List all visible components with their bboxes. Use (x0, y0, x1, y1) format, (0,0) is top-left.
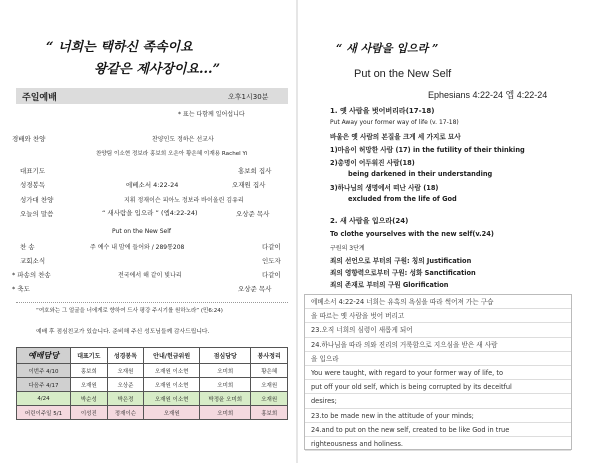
order-leader: 오재원 집사 (232, 181, 266, 189)
schedule-header: 점심담당 (200, 348, 251, 364)
table-cell: 오재원 (251, 378, 288, 392)
table-cell: 박정윤 오미희 (200, 392, 251, 406)
schedule-date: 다음주 4/17 (17, 378, 71, 392)
schedule-header: 성경봉독 (107, 348, 144, 364)
table-cell: 오미희 (200, 364, 251, 378)
schedule-header: 안내/헌금위원 (144, 348, 200, 364)
section-text: 바울은 옛 사람의 본질을 크게 세 가지로 묘사 (330, 133, 461, 141)
order-content: 지휘 정재이슨 피아노 정보라 바이올린 김유리 (124, 197, 244, 204)
order-leader: 오상준 목사 (238, 285, 272, 293)
table-cell: 오재원 이소현 (144, 364, 200, 378)
scripture-line: 을 따르는 옛 사람을 벗어 버리고 (305, 309, 571, 323)
schedule-header: 봉사정리 (251, 348, 288, 364)
sermon-title-en: Put on the New Self (354, 68, 452, 80)
sermon-title-kr: “ 새 사람을 입으라 ” (336, 42, 439, 55)
scripture-line: 24.and to put on the new self, created to be like God in true (305, 423, 571, 437)
table-cell: 박은정 (107, 392, 144, 406)
schedule-title: 예배담당 (17, 348, 71, 364)
scripture-line: 24.하나님을 따라 의와 진리의 거룩함으로 지으심을 받은 새 사람 (305, 338, 571, 352)
bulletin-right-page (302, 6, 594, 458)
section-heading: 2. 새 사람을 입으라(24) (330, 217, 409, 225)
order-content: 전국에서 해 같이 빛나리 (118, 272, 182, 279)
schedule-date: 4/24 (17, 392, 71, 406)
bulletin-left-page (6, 6, 292, 458)
table-cell: 정재이슨 (107, 406, 144, 420)
section-point: 죄의 선언으로 부터의 구원: 칭의 Justification (330, 257, 472, 265)
scripture-line: 을 입으라 (305, 352, 571, 366)
order-item: 교회소식 (20, 257, 46, 265)
table-cell: 오재원 이소현 (144, 378, 200, 392)
order-leader: 다같이 (262, 271, 281, 279)
order-item: 성가대 찬양 (20, 196, 54, 204)
section-text: Put Away your former way of life (v. 17-18) (330, 119, 459, 126)
order-item: 성경봉독 (20, 181, 46, 189)
table-cell: 오재원 (251, 392, 288, 406)
order-item: 오늘의 말씀 (20, 210, 54, 218)
section-text: 구원의 3단계 (330, 245, 365, 252)
scripture-box (304, 294, 572, 450)
order-item: 찬 송 (20, 243, 35, 251)
header-verse-line2: 왕같은 제사장이요...” (94, 62, 221, 77)
order-leader: 오상준 목사 (236, 210, 270, 218)
order-content: 찬양팀 이소현 정보라 홍보희 오은아 황은혜 이재용 Rachel Yi (96, 151, 248, 157)
table-cell: 오미희 (200, 378, 251, 392)
table-cell: 오재원 이소현 (144, 392, 200, 406)
order-item: * 파송의 찬송 (12, 271, 51, 279)
table-cell: 홍보희 (251, 406, 288, 420)
service-time: 오후1시30분 (228, 93, 269, 101)
section-point-detail: being darkened in their understanding (348, 170, 493, 178)
schedule-table (16, 347, 288, 420)
scripture-line: desires; (305, 394, 571, 408)
order-item: 대표기도 (20, 167, 46, 175)
table-row (17, 378, 288, 392)
sermon-title: “ 새사람을 입으라 ” (엡4:22-24) (102, 209, 198, 217)
scripture-line: 23.오직 너희의 심령이 새롭게 되어 (305, 323, 571, 337)
table-cell: 오미희 (200, 406, 251, 420)
service-title-bar (16, 88, 288, 104)
header-verse-line1: “ 너희는 택하신 족속이요 (46, 40, 193, 55)
section-point: 3)하나님의 생명에서 떠난 사람 (18) (330, 184, 439, 192)
order-leader: 홍보희 집사 (238, 167, 272, 175)
section-point: 2)총명이 어두워진 사람(18) (330, 159, 415, 167)
order-item: 경배와 찬양 (12, 135, 46, 143)
footnote: “여호와는 그 얼굴을 너에게로 향하여 드사 평강 주시기를 원하노라” (민6:24) (36, 308, 223, 314)
section-point: 1)마음이 허망한 사람 (17) in the futility of their thinking (330, 146, 525, 154)
divider (16, 302, 288, 303)
schedule-date: 이번주 4/10 (17, 364, 71, 378)
table-cell: 오재원 (71, 378, 108, 392)
order-item: * 축도 (12, 285, 30, 293)
sermon-title-en: Put on the New Self (112, 228, 171, 235)
table-cell: 황은혜 (251, 364, 288, 378)
order-content: 주 예수 내 맘에 들어와 / 289통208 (90, 244, 185, 251)
table-row (17, 406, 288, 420)
table-cell: 이성진 (71, 406, 108, 420)
section-text: To clothe yourselves with the new self(v.24) (330, 230, 494, 238)
schedule-header: 대표기도 (71, 348, 108, 364)
table-row (17, 392, 288, 406)
table-cell: 오재원 (144, 406, 200, 420)
table-cell: 오재원 (107, 364, 144, 378)
section-point-detail: excluded from the life of God (348, 195, 457, 203)
table-row (17, 364, 288, 378)
table-cell: 오상준 (107, 378, 144, 392)
section-point: 죄의 영향력으로부터 구원: 성화 Sanctification (330, 269, 476, 277)
announcement: 예배 후 점심친교가 있습니다. 준비해 주신 성도님들께 감사드립니다. (36, 329, 210, 335)
stand-note: * 표는 다함께 일어섭니다 (178, 111, 245, 118)
service-title: 주일예배 (22, 93, 57, 103)
scripture-line: 23.to be made new in the attitude of your minds; (305, 409, 571, 423)
scripture-line: 에베소서 4:22-24 너희는 유혹의 욕심을 따라 썩어져 가는 구습 (305, 295, 571, 309)
order-leader: 인도자 (262, 257, 281, 265)
order-leader: 다같이 (262, 243, 281, 251)
scripture-reference: Ephesians 4:22-24 엡 4:22-24 (428, 90, 548, 100)
scripture-line: put off your old self, which is being corrupted by its deceitful (305, 380, 571, 394)
scripture-line: righteousness and holiness. (305, 437, 571, 451)
table-cell: 홍보희 (71, 364, 108, 378)
page-fold (296, 0, 298, 463)
section-heading: 1. 옛 사람을 벗어버리라(17-18) (330, 107, 435, 115)
order-content: 에베소서 4:22-24 (126, 181, 179, 189)
table-cell: 박순성 (71, 392, 108, 406)
schedule-date: 어린이주일 5/1 (17, 406, 71, 420)
scripture-line: You were taught, with regard to your former way of life, to (305, 366, 571, 380)
section-point: 죄의 존재로 부터의 구원 Glorification (330, 281, 449, 289)
order-leader: 찬양인도 정하은 선교사 (152, 136, 214, 143)
